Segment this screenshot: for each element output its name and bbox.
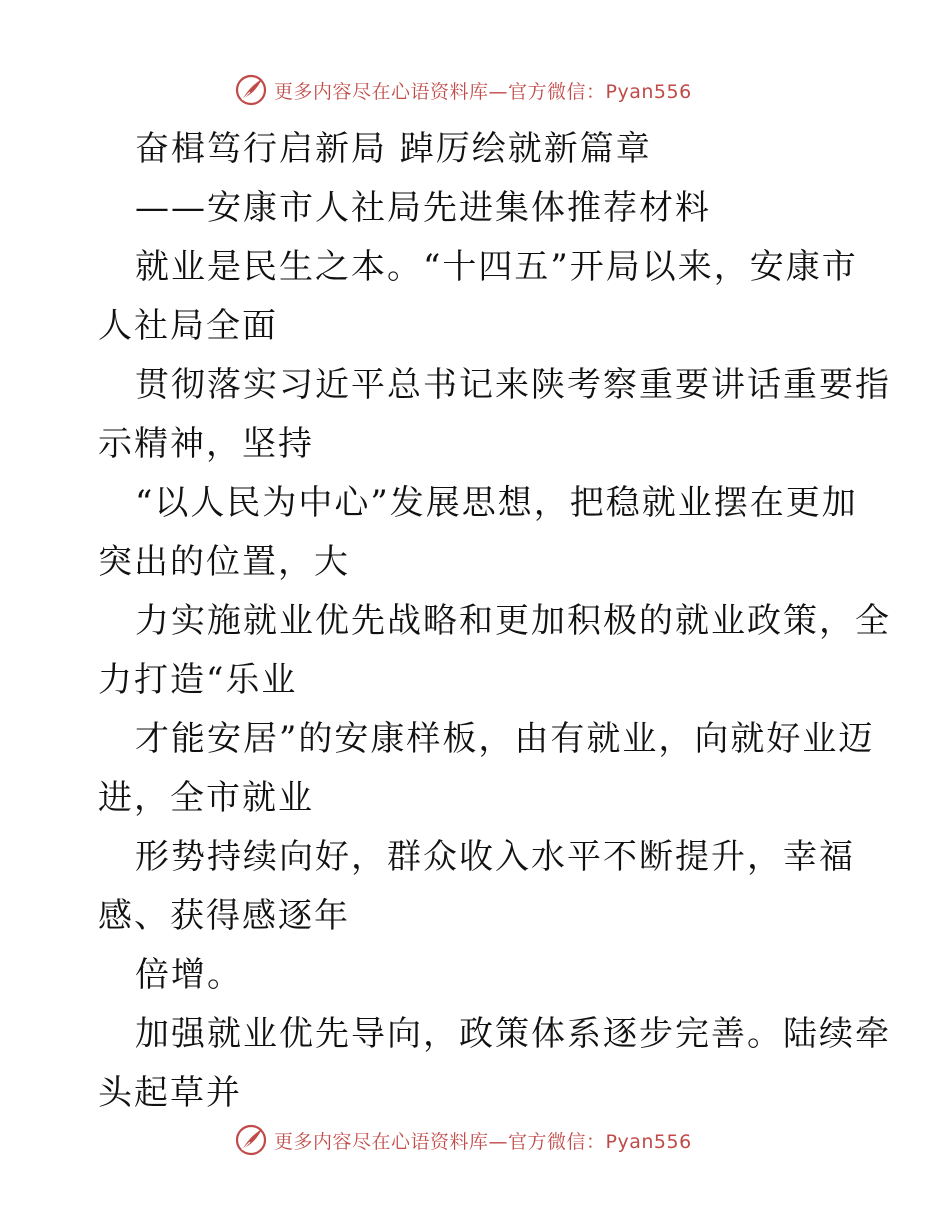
- watermark-text: 更多内容尽在心语资料库—官方微信：Pyan556: [274, 80, 692, 103]
- text-line: 贯彻落实习近平总书记来陕考察重要讲话重要指: [135, 365, 891, 405]
- text-line: 示精神，坚持: [98, 424, 314, 464]
- text-line: 形势持续向好，群众收入水平不断提升，幸福: [135, 837, 855, 877]
- text-line: 头起草并: [98, 1073, 242, 1113]
- text-line: 倍增。: [135, 955, 243, 995]
- document-body: [98, 120, 891, 1123]
- text-line: 才能安居”的安康样板，由有就业，向就好业迈: [135, 719, 875, 759]
- watermark-banner-bottom: [234, 1122, 714, 1158]
- text-line: “以人民为中心”发展思想，把稳就业摆在更加: [135, 483, 858, 523]
- watermark-text: 更多内容尽在心语资料库—官方微信：Pyan556: [274, 1130, 692, 1153]
- text-line: 突出的位置，大: [98, 542, 350, 582]
- text-line: 力实施就业优先战略和更加积极的就业政策，全: [135, 601, 891, 641]
- text-line: 感、获得感逐年: [98, 896, 350, 936]
- feather-logo-icon: [234, 73, 268, 107]
- text-line: 就业是民生之本。“十四五”开局以来，安康市: [135, 247, 858, 287]
- feather-logo-icon: [234, 1123, 268, 1157]
- text-line: 人社局全面: [98, 306, 278, 346]
- text-line: 进，全市就业: [98, 778, 314, 818]
- text-line: 力打造“乐业: [98, 660, 298, 700]
- text-line: 加强就业优先导向，政策体系逐步完善。陆续牵: [135, 1014, 891, 1054]
- document-subtitle: ——安康市人社局先进集体推荐材料: [135, 188, 711, 228]
- watermark-banner-top: [234, 72, 714, 108]
- document-title: 奋楫笃行启新局 踔厉绘就新篇章: [135, 129, 652, 169]
